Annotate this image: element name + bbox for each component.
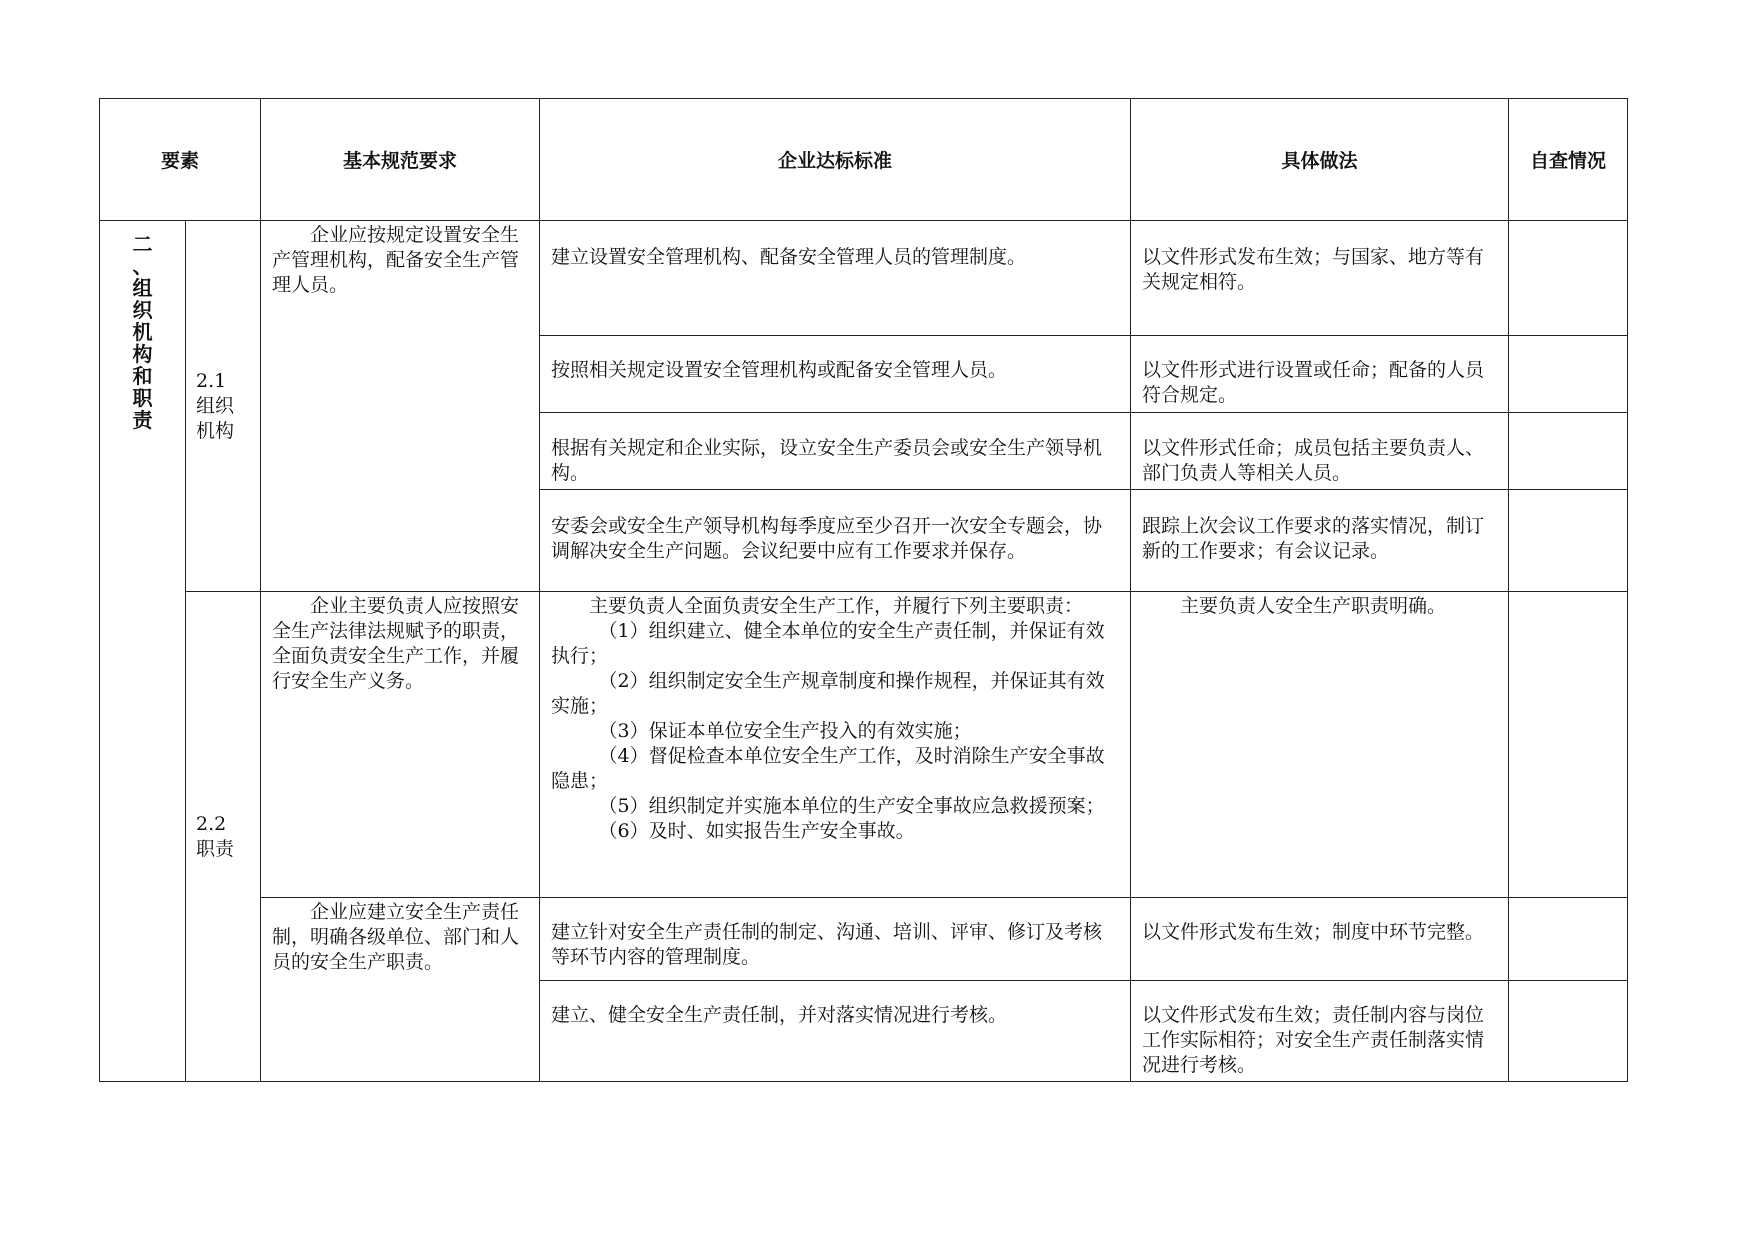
standard-text: 建立设置安全管理机构、配备安全管理人员的管理制度。 [551, 246, 1027, 268]
header-self-check: 自查情况 [1509, 99, 1628, 221]
practice-text: 跟踪上次会议工作要求的落实情况，制订新的工作要求；有会议记录。 [1142, 515, 1485, 562]
practice-text: 主要负责人安全生产职责明确。 [1180, 595, 1447, 617]
self-check-text [1509, 981, 1627, 983]
list-item: （5）组织制定并实施本单位的生产安全事故应急救援预案； [598, 795, 1105, 817]
self-check-cell [1509, 221, 1628, 336]
self-check-cell [1509, 490, 1628, 592]
practice-text: 以文件形式任命；成员包括主要负责人、部门负责人等相关人员。 [1142, 437, 1485, 484]
standard-cell [540, 336, 1131, 413]
list-item: （2）组织制定安全生产规章制度和操作规程，并保证其有效实施； [551, 670, 1105, 717]
standard-cell [540, 221, 1131, 336]
practice-cell [1131, 490, 1509, 592]
list-item: （1）组织建立、健全本单位的安全生产责任制，并保证有效执行； [551, 620, 1105, 667]
practice-text: 以文件形式进行设置或任命；配备的人员符合规定。 [1142, 359, 1485, 406]
subsection-2-2-cell [186, 592, 261, 1082]
header-element: 要素 [100, 99, 261, 221]
table-row [100, 592, 1628, 898]
standard-cell [540, 592, 1131, 898]
requirement-2-2-a: 企业主要负责人应按照安全生产法律法规赋予的职责，全面负责安全生产工作，并履行安全生产义务。 [272, 595, 520, 692]
self-check-cell [1509, 898, 1628, 981]
subsection-2-1-cell [186, 221, 261, 592]
section-title-cell [100, 221, 186, 1082]
standard-text: 根据有关规定和企业实际，设立安全生产委员会或安全生产领导机构。 [551, 437, 1103, 484]
header-specific-practice: 具体做法 [1131, 99, 1509, 221]
standard-cell [540, 898, 1131, 981]
standard-cell [540, 413, 1131, 490]
requirement-cell [261, 592, 540, 898]
standard-text: 建立、健全安全生产责任制，并对落实情况进行考核。 [551, 1004, 1008, 1026]
table-row [100, 221, 1628, 336]
practice-cell [1131, 221, 1509, 336]
standard-cell [540, 981, 1131, 1082]
practice-text: 以文件形式发布生效；与国家、地方等有关规定相符。 [1142, 246, 1485, 293]
standard-text: 安委会或安全生产领导机构每季度应至少召开一次安全专题会，协调解决安全生产问题。会议纪要中应有工作要求并保存。 [551, 515, 1103, 562]
subsection-2-1-label: 2.1 组织 机构 [196, 369, 235, 442]
self-check-cell [1509, 981, 1628, 1082]
header-enterprise-standard: 企业达标标准 [540, 99, 1131, 221]
practice-cell [1131, 336, 1509, 413]
requirement-cell [261, 221, 540, 592]
practice-cell [1131, 413, 1509, 490]
subsection-2-2-label: 2.2 职责 [196, 812, 235, 860]
standard-text: 按照相关规定设置安全管理机构或配备安全管理人员。 [551, 359, 1008, 381]
self-check-text [1509, 221, 1627, 223]
requirement-2-2-b: 企业应建立安全生产责任制，明确各级单位、部门和人员的安全生产职责。 [272, 901, 520, 973]
list-item: （4）督促检查本单位安全生产工作，及时消除生产安全事故隐患； [551, 745, 1105, 792]
list-item: （3）保证本单位安全生产投入的有效实施； [598, 720, 972, 742]
practice-cell [1131, 592, 1509, 898]
practice-text: 以文件形式发布生效；责任制内容与岗位工作实际相符；对安全生产责任制落实情况进行考核。 [1142, 1004, 1485, 1076]
standard-list [540, 592, 1130, 844]
practice-text: 以文件形式发布生效；制度中环节完整。 [1142, 921, 1485, 943]
list-item: （6）及时、如实报告生产安全事故。 [598, 820, 915, 842]
table-row [100, 898, 1628, 981]
self-check-text [1509, 336, 1627, 338]
self-check-cell [1509, 336, 1628, 413]
self-check-text [1509, 898, 1627, 900]
standard-intro: 主要负责人全面负责安全生产工作，并履行下列主要职责： [589, 595, 1084, 617]
practice-cell [1131, 898, 1509, 981]
standards-table [99, 98, 1628, 1082]
self-check-text [1509, 592, 1627, 594]
requirement-cell [261, 898, 540, 1082]
requirement-2-1: 企业应按规定设置安全生产管理机构，配备安全生产管理人员。 [272, 224, 520, 296]
self-check-cell [1509, 413, 1628, 490]
header-row [100, 99, 1628, 221]
standard-cell [540, 490, 1131, 592]
header-basic-requirement: 基本规范要求 [261, 99, 540, 221]
self-check-text [1509, 490, 1627, 492]
self-check-text [1509, 413, 1627, 415]
standard-text: 建立针对安全生产责任制的制定、沟通、培训、评审、修订及考核等环节内容的管理制度。 [551, 921, 1103, 968]
self-check-cell [1509, 592, 1628, 898]
practice-cell [1131, 981, 1509, 1082]
section-title: 二 、 组 织 机 构 和 职 责 [132, 232, 153, 432]
